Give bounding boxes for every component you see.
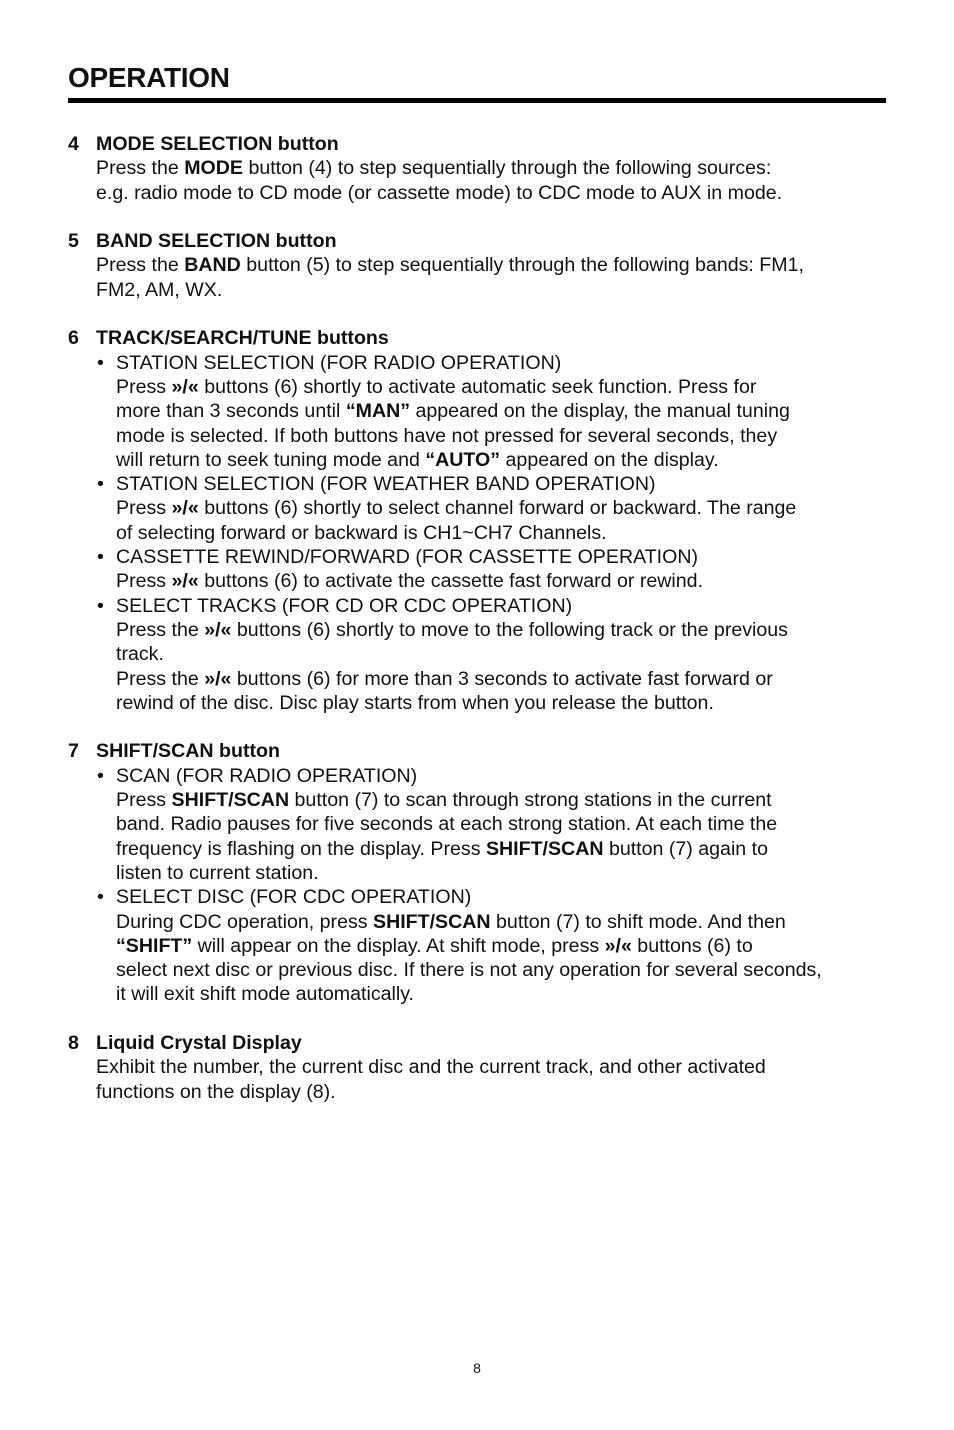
bullet-line: frequency is flashing on the display. Press SHIFT/SCAN button (7) again to	[116, 837, 768, 860]
section-body-line: FM2, AM, WX.	[96, 278, 223, 301]
bullet-title: • SELECT DISC (FOR CDC OPERATION)	[116, 886, 472, 909]
seek-arrows-icon: »/«	[171, 375, 199, 398]
seek-arrows-icon: »/«	[604, 934, 632, 957]
section-heading: BAND SELECTION button	[96, 230, 337, 253]
seek-arrows-icon: »/«	[204, 667, 232, 690]
section-heading: MODE SELECTION button	[96, 133, 339, 155]
bullet-line: Press SHIFT/SCAN button (7) to scan through strong stations in the current	[116, 789, 772, 812]
bullet-line: Press the »/« buttons (6) shortly to move to the following track or the previous	[116, 618, 788, 641]
bullet-line: Press »/« buttons (6) shortly to select channel forward or backward. The range	[116, 497, 797, 520]
list-item-station-selection-weather	[96, 472, 898, 545]
bullet-line: rewind of the disc. Disc play starts from when you release the button.	[116, 691, 714, 714]
list-item-station-selection-radio	[96, 351, 898, 472]
section-body-line: Press the MODE button (4) to step sequentially through the following sources:	[96, 157, 772, 180]
bullet-line: “SHIFT” will appear on the display. At shift mode, press »/« buttons (6) to	[116, 934, 753, 957]
bullet-title: • SELECT TRACKS (FOR CD OR CDC OPERATION)	[116, 594, 573, 617]
section-heading: Liquid Crystal Display	[96, 1031, 302, 1054]
bullet-line: will return to seek tuning mode and “AUTO” appeared on the display.	[116, 448, 719, 471]
bullet-line: it will exit shift mode automatically.	[116, 983, 415, 1006]
bullet-line: mode is selected. If both buttons have not pressed for several seconds, they	[116, 424, 778, 447]
section-body-line: Exhibit the number, the current disc and the current track, and other activated	[96, 1056, 766, 1079]
list-item-scan-radio	[96, 764, 898, 885]
section-number: 6	[68, 327, 79, 350]
operation-content	[68, 132, 898, 1128]
bullet-line: band. Radio pauses for five seconds at each strong station. At each time the	[116, 813, 778, 836]
bullet-title: • STATION SELECTION (FOR WEATHER BAND OPERATION)	[116, 473, 656, 496]
section-heading: SHIFT/SCAN button	[96, 740, 280, 763]
page-title: OPERATION	[68, 62, 230, 93]
section-track-search-tune	[68, 326, 898, 715]
seek-arrows-icon: »/«	[204, 618, 232, 641]
bullet-line: listen to current station.	[116, 861, 319, 884]
section-number: 5	[68, 230, 79, 253]
section-number: 7	[68, 740, 79, 763]
section-mode-selection	[68, 132, 898, 205]
bullet-title: • SCAN (FOR RADIO OPERATION)	[116, 764, 418, 787]
bullet-line: During CDC operation, press SHIFT/SCAN button (7) to shift mode. And then	[116, 910, 786, 933]
section-body-line: e.g. radio mode to CD mode (or cassette mode) to CDC mode to AUX in mode.	[96, 181, 783, 204]
section-band-selection	[68, 229, 898, 302]
section-heading: TRACK/SEARCH/TUNE buttons	[96, 327, 389, 350]
list-item-select-tracks	[96, 594, 898, 715]
section-number: 4	[68, 133, 79, 155]
section-number: 8	[68, 1031, 79, 1054]
section-liquid-crystal-display	[68, 1031, 898, 1104]
bullet-title: • CASSETTE REWIND/FORWARD (FOR CASSETTE OPERATION)	[116, 546, 699, 569]
bullet-list	[96, 764, 898, 1007]
list-item-select-disc	[96, 885, 898, 1006]
bullet-line: Press the »/« buttons (6) for more than 3 seconds to activate fast forward or	[116, 667, 773, 690]
section-shift-scan	[68, 739, 898, 1006]
bullet-title: • STATION SELECTION (FOR RADIO OPERATION)	[116, 351, 562, 374]
bullet-list	[96, 351, 898, 715]
bullet-line: Press »/« buttons (6) shortly to activate automatic seek function. Press for	[116, 375, 757, 398]
section-body-line: Press the BAND button (5) to step sequentially through the following bands: FM1,	[96, 254, 804, 277]
page-number: 8	[473, 1360, 481, 1376]
title-rule	[68, 98, 886, 103]
bullet-line: of selecting forward or backward is CH1~CH7 Channels.	[116, 521, 607, 544]
section-body-line: functions on the display (8).	[96, 1080, 336, 1103]
list-item-cassette-rewind-forward	[96, 545, 898, 594]
bullet-line: track.	[116, 643, 164, 666]
bullet-line: more than 3 seconds until “MAN” appeared on the display, the manual tuning	[116, 400, 790, 423]
bullet-line: select next disc or previous disc. If there is not any operation for several seconds,	[116, 959, 822, 982]
seek-arrows-icon: »/«	[171, 570, 199, 593]
bullet-line: Press »/« buttons (6) to activate the cassette fast forward or rewind.	[116, 570, 704, 593]
seek-arrows-icon: »/«	[171, 497, 199, 520]
